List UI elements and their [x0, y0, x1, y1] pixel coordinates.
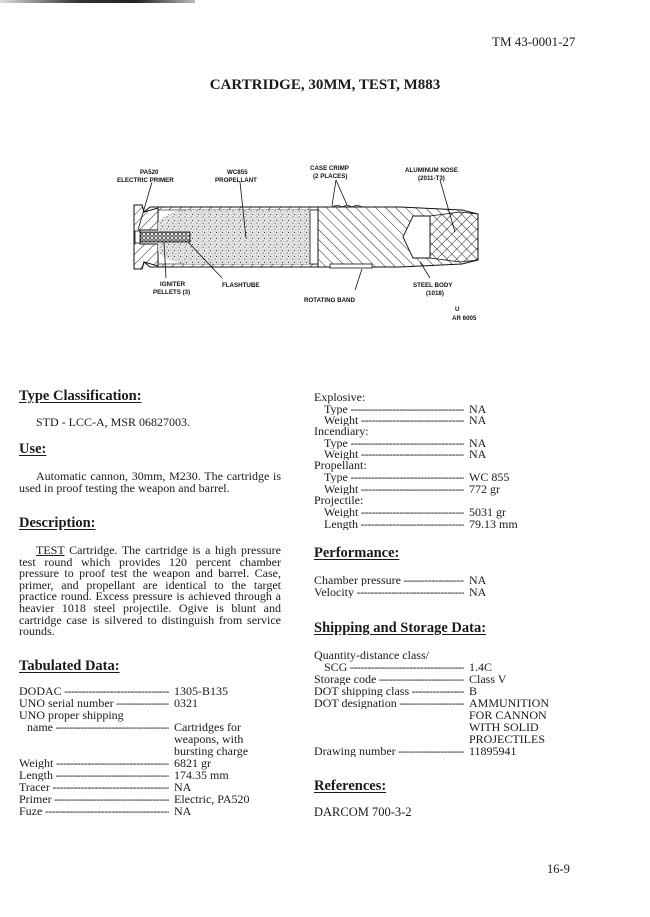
- heading-use: Use:: [19, 441, 47, 457]
- primer-label: Primer -----: [19, 793, 169, 805]
- row-velocity: [314, 585, 487, 599]
- chamber-pressure-value: NA: [469, 573, 487, 587]
- dodac-label: DODAC -----: [19, 685, 169, 697]
- row-propellant-type: [324, 470, 510, 484]
- type-classification-text: STD - LCC-A, MSR 06827003.: [36, 415, 191, 429]
- row-tracer: [19, 780, 192, 794]
- label-steel-2: (1018): [426, 290, 444, 297]
- projectile-heading: Projectile:: [314, 493, 364, 507]
- explosive-weight-label: Weight -----: [324, 414, 464, 426]
- row-chamber-pressure: [314, 573, 487, 587]
- dodac-value: 1305-B135: [174, 684, 228, 698]
- propellant-type-label: Type -----: [324, 471, 464, 483]
- label-crimp-1: CASE CRIMP: [310, 165, 349, 172]
- fuze-label: Fuze -----: [19, 805, 169, 817]
- uno-proper-value-2: weapons, with: [174, 732, 244, 746]
- primer-cavity: [135, 231, 140, 243]
- projectile-weight-value: 5031 gr: [469, 505, 506, 519]
- label-igniter-2: PELLETS (3): [153, 289, 191, 296]
- scan-edge-line: [0, 0, 195, 3]
- drawing-number-label: Drawing number -----: [314, 745, 464, 757]
- heading-tabulated-data: Tabulated Data:: [19, 658, 120, 674]
- uno-proper-value: [174, 721, 248, 757]
- storage-code-value: Class V: [469, 672, 507, 686]
- row-projectile-length: [324, 517, 518, 531]
- dot-designation-2: FOR CANNON: [469, 708, 547, 722]
- label-steel-1: STEEL BODY: [413, 282, 453, 289]
- row-uno-proper: [27, 720, 249, 758]
- row-projectile-weight: [324, 505, 506, 519]
- scg-value: 1.4C: [469, 660, 493, 674]
- label-primer-1: PA520: [140, 169, 159, 176]
- primer-value: Electric, PA520: [174, 792, 250, 806]
- uno-proper-value-3: bursting charge: [174, 744, 249, 758]
- incendiary-type-value: NA: [469, 436, 487, 450]
- case-gap: [310, 210, 318, 264]
- label-nose-1: ALUMINUM NOSE: [405, 167, 458, 174]
- row-fuze: [19, 804, 192, 818]
- dot-designation-label: DOT designation -----: [314, 697, 464, 709]
- qd-heading: Quantity-distance class/: [314, 648, 429, 662]
- projectile-length-value: 79.13 mm: [469, 517, 518, 531]
- label-figure-id: AR 6005: [452, 315, 477, 322]
- uno-serial-label: UNO serial number -----: [19, 697, 169, 709]
- fuze-value: NA: [174, 804, 192, 818]
- length-label: Length -----: [19, 769, 169, 781]
- dot-designation-value: [469, 697, 549, 745]
- label-crimp-2: (2 PLACES): [313, 173, 348, 180]
- tracer-value: NA: [174, 780, 192, 794]
- label-igniter-1: IGNITER: [160, 281, 186, 288]
- row-drawing-number: [314, 744, 517, 758]
- propellant-weight-label: Weight -----: [324, 483, 464, 495]
- explosive-heading: Explosive:: [314, 390, 366, 404]
- heading-description: Description:: [19, 515, 96, 531]
- heading-type-classification: Type Classification:: [19, 388, 142, 404]
- heading-references: References:: [314, 778, 387, 794]
- label-propellant-2: PROPELLANT: [215, 177, 257, 184]
- page-number: 16-9: [547, 862, 570, 876]
- row-scg: [324, 660, 493, 674]
- row-dodac: [19, 684, 228, 698]
- label-propellant-1: WC855: [227, 169, 248, 176]
- scg-label: SCG -----: [324, 661, 464, 673]
- row-dot-class: [314, 684, 478, 698]
- label-rotating-band: ROTATING BAND: [304, 297, 355, 304]
- use-text: Automatic cannon, 30mm, M230. The cartridge is used in proof testing the weapon and barrel.: [19, 469, 281, 495]
- row-weight: [19, 756, 211, 770]
- storage-code-label: Storage code -----: [314, 673, 464, 685]
- propellant-type-value: WC 855: [469, 470, 510, 484]
- page-title: CARTRIDGE, 30MM, TEST, M883: [209, 77, 441, 93]
- dot-designation-3: WITH SOLID: [469, 720, 539, 734]
- label-class-mark: U: [455, 306, 460, 313]
- doc-number: TM 43-0001-27: [492, 34, 576, 49]
- igniter-pellets-flashtube: [140, 232, 190, 242]
- description-body: Cartridge. The cartridge is a high pressure test round which provides 120 percent chamber pressure to proof test the weapon and barrel. Case, primer, and propellant are identical to the target practice round. Excess pressure is achieved through a heavier 1018 steel projectile. Ogive is blunt and cartridge case is silvered to distinguish from service rounds.: [19, 543, 281, 639]
- drawing-number-value: 11895941: [469, 744, 517, 758]
- velocity-value: NA: [469, 585, 487, 599]
- velocity-label: Velocity -----: [314, 586, 464, 598]
- incendiary-heading: Incendiary:: [314, 424, 369, 438]
- row-storage-code: [314, 672, 507, 686]
- weight-label: Weight -----: [19, 757, 169, 769]
- label-nose-2: (2011-T3): [418, 175, 445, 182]
- incendiary-weight-value: NA: [469, 447, 487, 461]
- weight-value: 6821 gr: [174, 756, 211, 770]
- row-primer: [19, 792, 250, 806]
- rotating-band: [330, 264, 372, 268]
- explosive-type-value: NA: [469, 402, 487, 416]
- description-text: [19, 545, 281, 638]
- incendiary-type-label: Type -----: [324, 437, 464, 449]
- heading-performance: Performance:: [314, 545, 400, 561]
- row-dot-designation: [314, 696, 549, 746]
- label-flashtube: FLASHTUBE: [222, 282, 260, 289]
- uno-proper-label: name -----: [27, 721, 169, 733]
- chamber-pressure-label: Chamber pressure -----: [314, 574, 464, 586]
- explosive-weight-value: NA: [469, 413, 487, 427]
- uno-proper-heading: UNO proper shipping: [19, 708, 124, 722]
- aluminum-nose: [430, 212, 478, 262]
- uno-proper-value-1: Cartridges for: [174, 720, 241, 734]
- length-value: 174.35 mm: [174, 768, 229, 782]
- propellant-weight-value: 772 gr: [469, 482, 500, 496]
- row-length: [19, 768, 229, 782]
- cartridge-cutaway-diagram: [100, 150, 500, 340]
- dot-designation-4: PROJECTILES: [469, 732, 546, 746]
- description-lead: TEST: [36, 543, 65, 557]
- incendiary-weight-label: Weight -----: [324, 448, 464, 460]
- dot-class-value: B: [469, 684, 478, 698]
- references-text: DARCOM 700-3-2: [314, 805, 412, 819]
- projectile-length-label: Length -----: [324, 518, 464, 530]
- dot-class-label: DOT shipping class -----: [314, 685, 464, 697]
- uno-serial-value: 0321: [174, 696, 198, 710]
- explosive-type-label: Type -----: [324, 403, 464, 415]
- propellant-heading: Propellant:: [314, 458, 367, 472]
- heading-shipping: Shipping and Storage Data:: [314, 620, 487, 636]
- projectile-weight-label: Weight -----: [324, 506, 464, 518]
- tracer-label: Tracer -----: [19, 781, 169, 793]
- label-primer-2: ELECTRIC PRIMER: [117, 177, 174, 184]
- dot-designation-1: AMMUNITION: [469, 696, 549, 710]
